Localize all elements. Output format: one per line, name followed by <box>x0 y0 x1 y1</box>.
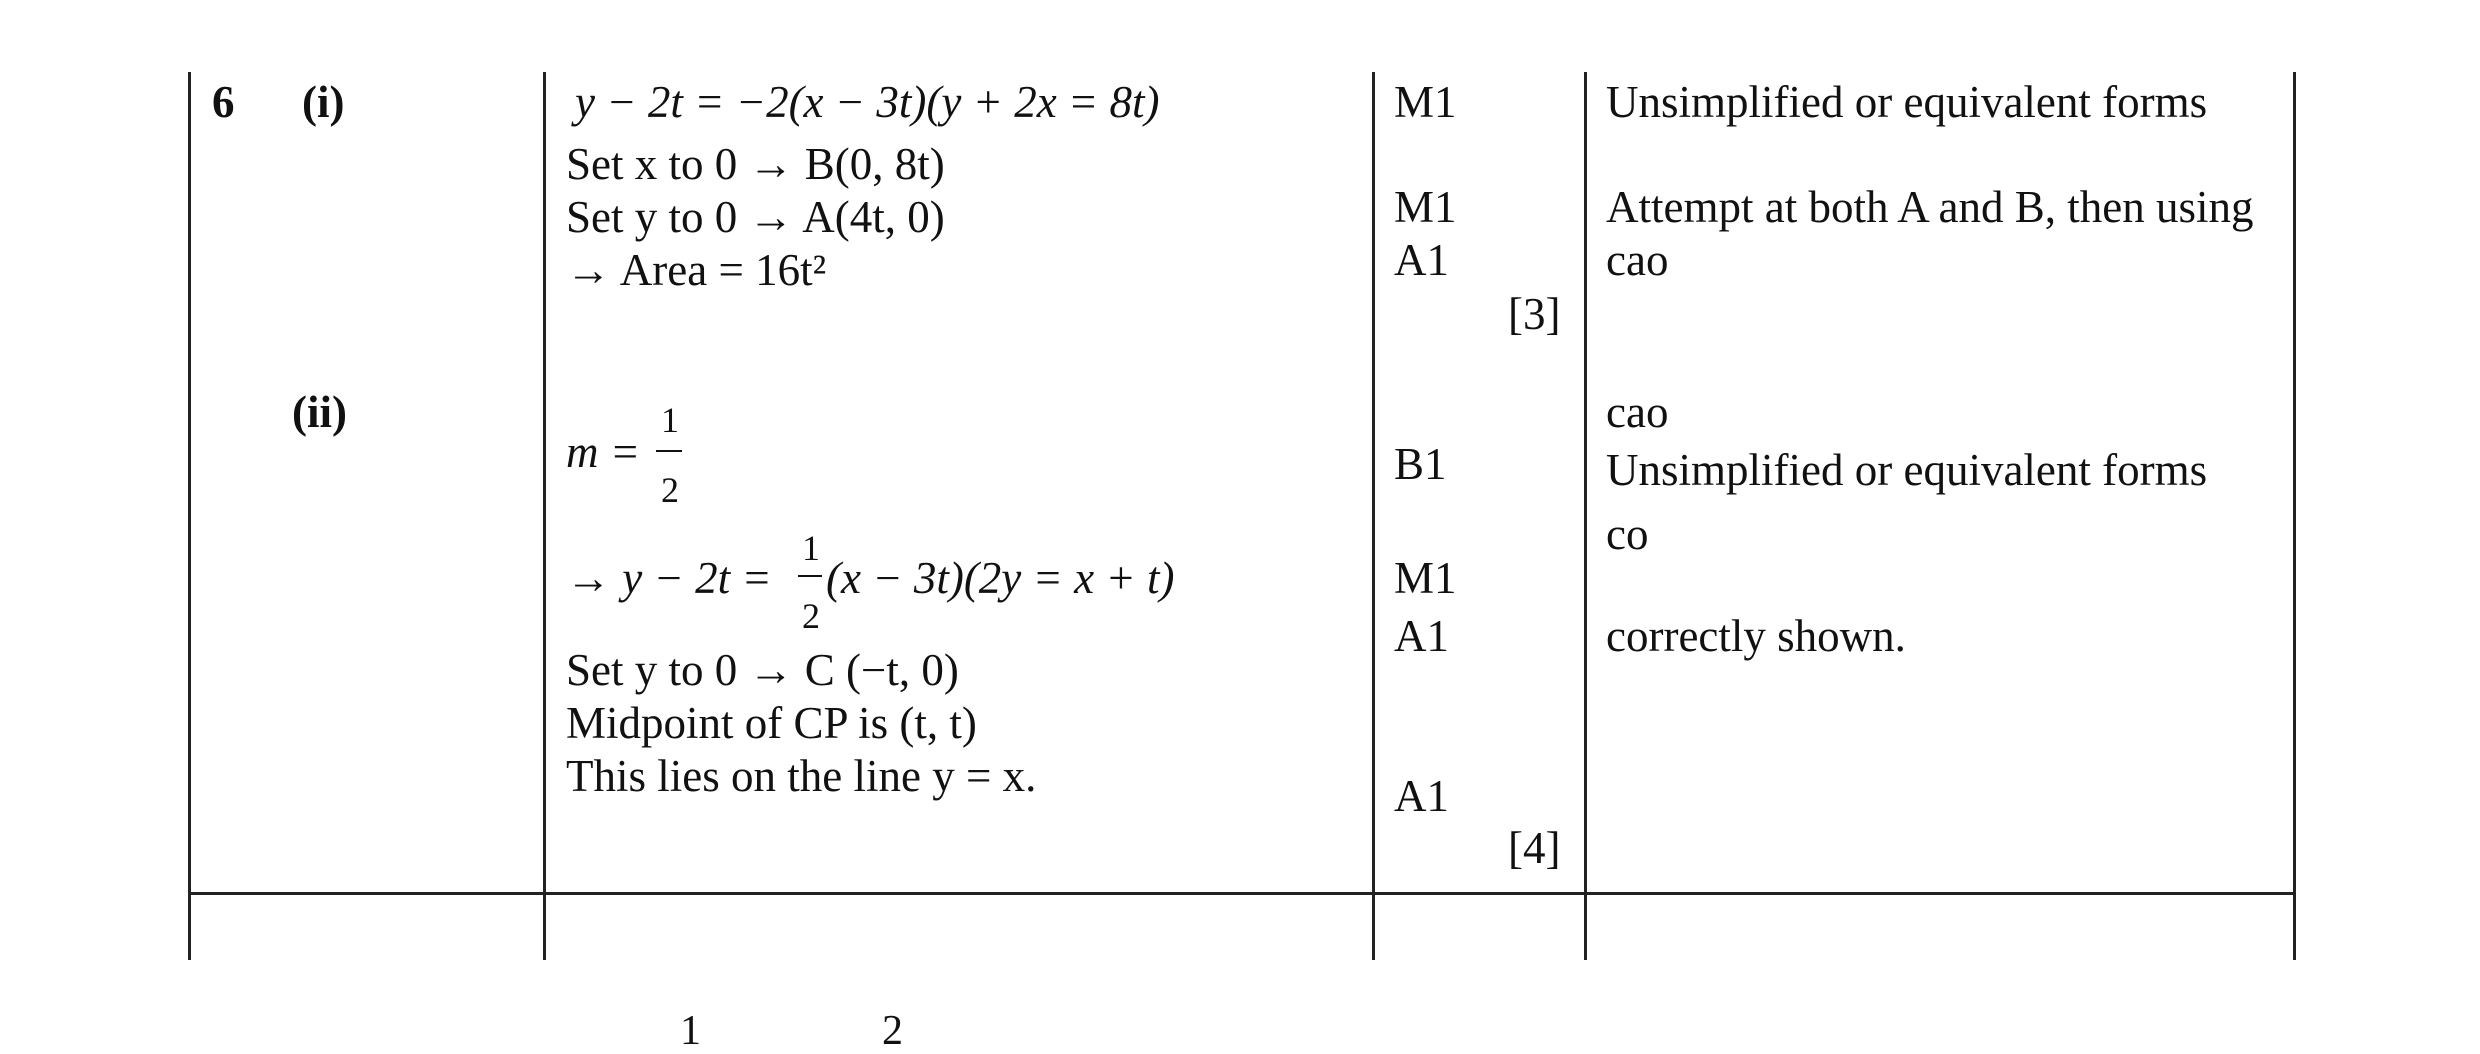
note-ii-4: correctly shown. <box>1606 611 1906 661</box>
answer-line-1: y − 2t = −2(x − 3t)(y + 2x = 8t) <box>575 77 1160 127</box>
next-row-digit-2: 2 <box>882 1008 903 1054</box>
note-ii-3: co <box>1606 509 1649 559</box>
table-border-right <box>2293 72 2296 960</box>
row-divider <box>188 892 2296 895</box>
next-row-digit-1: 1 <box>680 1008 701 1054</box>
note-ii-2: Unsimplified or equivalent forms <box>1606 445 2208 495</box>
note-ii-1: cao <box>1606 387 1669 437</box>
gradient-fraction-bar <box>656 450 682 452</box>
mark-ii-4: A1 <box>1394 771 1449 821</box>
column-divider-answer <box>543 72 546 960</box>
mark-i-3: A1 <box>1394 235 1449 285</box>
mark-total-i: [3] <box>1508 289 1561 339</box>
answer-ii-line2-prefix: → y − 2t = <box>566 553 772 603</box>
column-divider-marks <box>1372 72 1375 960</box>
answer-ii-line5: This lies on the line y = x. <box>566 751 1037 801</box>
part-label-i: (i) <box>302 77 345 127</box>
table-border-left <box>188 72 191 960</box>
gradient-numerator: 1 <box>661 400 679 440</box>
mark-total-ii: [4] <box>1508 823 1561 873</box>
note-i-2: Attempt at both A and B, then using <box>1606 182 2254 232</box>
mark-i-1: M1 <box>1394 77 1457 127</box>
column-divider-notes <box>1584 72 1587 960</box>
mark-ii-1: B1 <box>1394 439 1447 489</box>
answer-ii-line2-numerator: 1 <box>802 528 820 568</box>
question-number: 6 <box>212 77 235 127</box>
answer-ii-line2-denominator: 2 <box>802 596 820 636</box>
note-i-3: cao <box>1606 235 1669 285</box>
note-i-1: Unsimplified or equivalent forms <box>1606 77 2208 127</box>
answer-line-2: Set x to 0 → B(0, 8t) <box>566 139 945 189</box>
answer-line-3: Set y to 0 → A(4t, 0) <box>566 192 945 242</box>
part-label-ii: (ii) <box>292 387 347 437</box>
answer-line-4: → Area = 16t² <box>566 245 827 295</box>
answer-ii-line2-fraction-bar <box>798 575 822 577</box>
answer-ii-line4: Midpoint of CP is (t, t) <box>566 698 977 748</box>
mark-i-2: M1 <box>1394 182 1457 232</box>
mark-ii-3: A1 <box>1394 611 1449 661</box>
gradient-prefix: m = <box>566 427 641 477</box>
mark-ii-2: M1 <box>1394 553 1457 603</box>
gradient-denominator: 2 <box>661 470 679 510</box>
answer-ii-line2-suffix: (x − 3t)(2y = x + t) <box>826 553 1175 603</box>
answer-ii-line3: Set y to 0 → C (−t, 0) <box>566 645 959 695</box>
